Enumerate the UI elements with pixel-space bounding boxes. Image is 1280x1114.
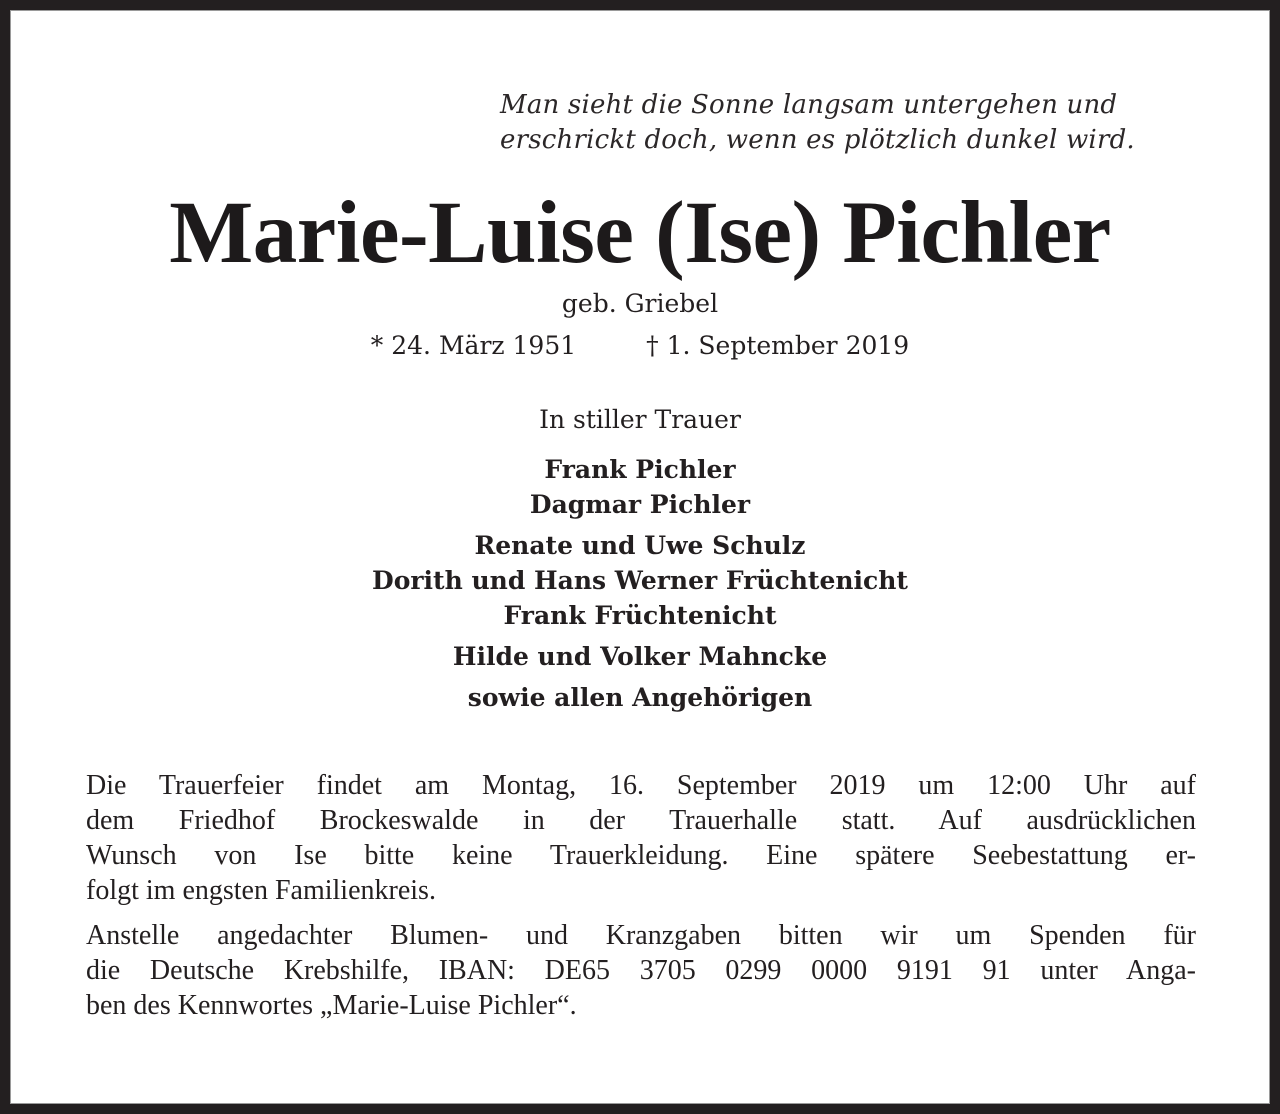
mourner-group <box>0 639 1280 674</box>
notice-line: Die Trauerfeier findet am Montag, 16. September 2019 um 12:00 Uhr auf <box>86 770 1196 801</box>
notice-line: Wunsch von Ise bitte keine Trauerkleidung. Eine spätere Seebestattung er- <box>86 840 1196 871</box>
mourner-name: Dorith und Hans Werner Früchtenicht <box>372 566 908 595</box>
mourner-group <box>0 528 1280 633</box>
motto-line: Man sieht die Sonne langsam untergehen und <box>500 90 1118 120</box>
mourner-closing: sowie allen Angehörigen <box>467 683 813 712</box>
deceased-name: Marie-Luise (Ise) Pichler <box>169 184 1111 282</box>
mourner-group <box>0 452 1280 522</box>
life-dates <box>0 329 1280 363</box>
motto-line: erschrickt doch, wenn es plötzlich dunkel wird. <box>500 125 1135 155</box>
notice-line: folgt im engsten Familienkreis. <box>86 875 436 906</box>
birth-date: * 24. März 1951 <box>370 331 577 360</box>
notice-body <box>86 768 1196 1033</box>
mourner-name: Hilde und Volker Mahncke <box>452 642 828 671</box>
mourner-name: Frank Früchtenicht <box>503 601 777 630</box>
notice-line: die Deutsche Krebshilfe, IBAN: DE65 3705 0299 0000 9191 91 unter Anga- <box>86 955 1196 986</box>
mourner-name: Dagmar Pichler <box>529 490 751 519</box>
notice-line: dem Friedhof Brockeswalde in der Trauerhalle statt. Auf ausdrücklichen <box>86 805 1196 836</box>
mourner-name: Renate und Uwe Schulz <box>474 531 806 560</box>
notice-line: Anstelle angedachter Blumen- und Kranzgaben bitten wir um Spenden für <box>86 920 1196 951</box>
death-date: † 1. September 2019 <box>646 331 910 360</box>
mourning-intro: In stiller Trauer <box>539 405 741 434</box>
donation-notice <box>86 918 1196 1023</box>
mourners-list <box>0 452 1280 721</box>
motto-quote <box>500 88 1210 158</box>
mourner-group <box>0 680 1280 715</box>
funeral-notice <box>86 768 1196 908</box>
mourner-name: Frank Pichler <box>544 455 736 484</box>
notice-line: ben des Kennwortes „Marie-Luise Pichler“. <box>86 990 577 1021</box>
maiden-name: geb. Griebel <box>561 289 719 318</box>
